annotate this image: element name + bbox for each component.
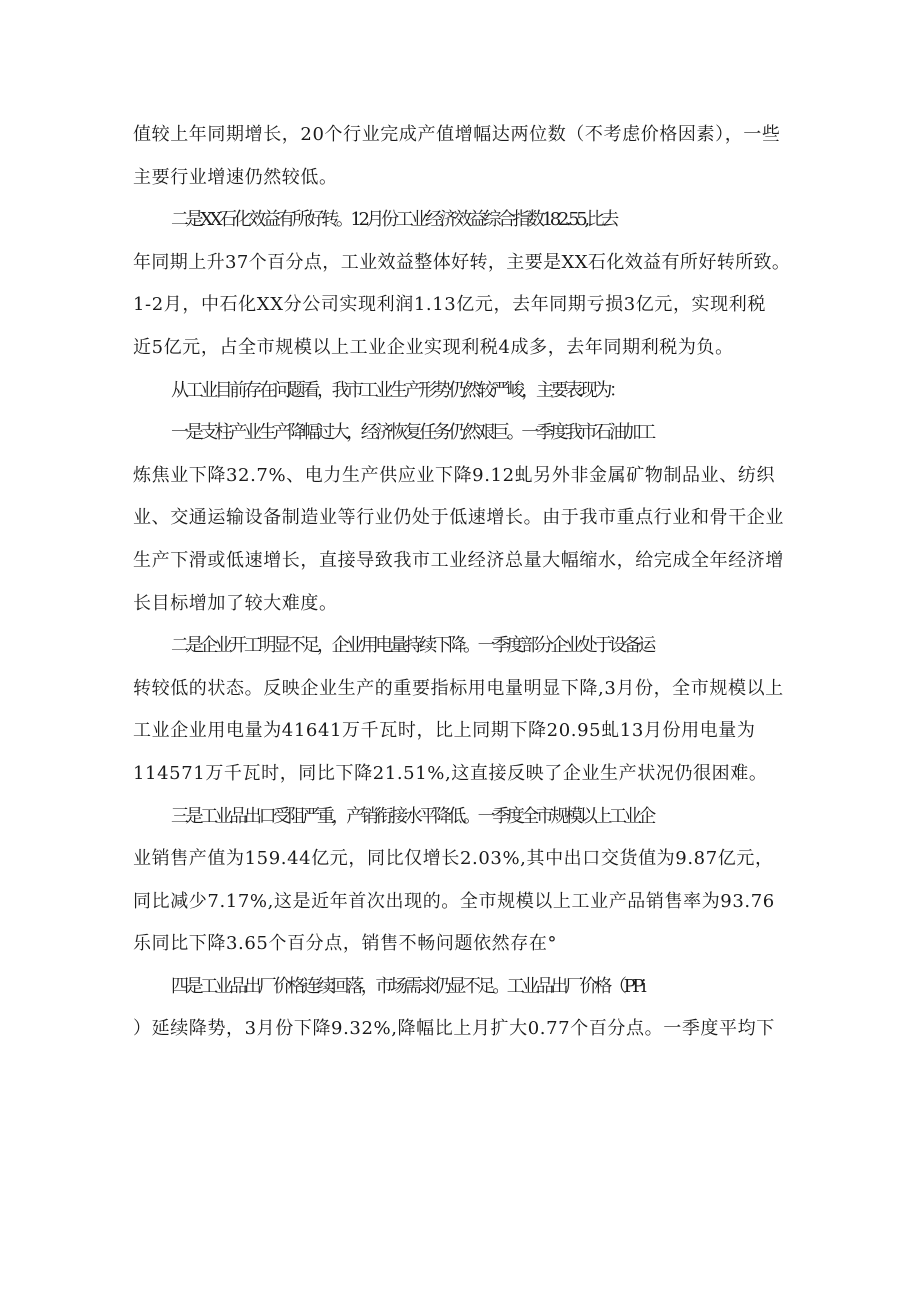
text-line: 三是工业品出口受阻严重，产销衔接水平降低。一季度全市规模以上工业企 bbox=[171, 805, 653, 827]
text-line: 二是企业开工明显不足，企业用电量持续下降。一季度部分企业处于设备运 bbox=[171, 635, 653, 657]
text-line: ）延续降势，3月份下降9.32%,降幅比上月扩大0.77个百分点。一季度平均下 bbox=[133, 1018, 775, 1040]
text-line: 业销售产值为159.44亿元，同比仅增长2.03%,其中出口交货值为9.87亿元， bbox=[133, 848, 774, 870]
text-line: 四是工业品出厂价格连续回落，市场需求仍显不足。工业品出厂价格（PPi bbox=[171, 975, 644, 997]
text-line: 长目标增加了较大难度。 bbox=[133, 592, 338, 614]
text-line: 主要行业增速仍然较低。 bbox=[133, 166, 338, 188]
paragraph bbox=[133, 796, 793, 966]
text-line: 近5亿元，占全市规模以上工业企业实现利税4成多，去年同期利税为负。 bbox=[133, 336, 734, 358]
text-line: 业、交通运输设备制造业等行业仍处于低速增长。由于我市重点行业和骨干企业 bbox=[133, 507, 784, 529]
text-line: 工业企业用电量为41641万千瓦时，比上同期下降20.95虬13月份用电量为 bbox=[133, 720, 756, 742]
text-line: 同比减少7.17%,这是近年首次出现的。全市规模以上工业产品销售率为93.76 bbox=[133, 890, 775, 912]
paragraph bbox=[133, 114, 793, 199]
text-line: 值较上年同期增长，20个行业完成产值增幅达两位数（不考虑价格因素），一些 bbox=[133, 124, 781, 145]
text-line: 1-2月，中石化XX分公司实现利润1.13亿元，去年同期亏损3亿元，实现利税 bbox=[133, 294, 766, 316]
text-line: 年同期上升37个百分点，工业效益整体好转，主要是XX石化效益有所好转所致。 bbox=[133, 251, 791, 273]
text-line: 乐同比下降3.65个百分点，销售不畅问题依然存在° bbox=[133, 933, 558, 955]
text-line: 从工业目前存在问题看，我市工业生产形势仍然较严峻，主要表现为： bbox=[171, 379, 624, 401]
paragraph bbox=[133, 625, 793, 795]
paragraph bbox=[133, 370, 793, 413]
paragraph bbox=[133, 199, 793, 369]
document-body bbox=[133, 114, 793, 1051]
text-line: 生产下滑或低速增长，直接导致我市工业经济总量大幅缩水，给完成全年经济增 bbox=[133, 549, 784, 571]
text-line: 炼焦业下降32.7%、电力生产供应业下降9.12虬另外非金属矿物制品业、纺织 bbox=[133, 464, 776, 486]
text-line: 转较低的状态。反映企业生产的重要指标用电量明显下降,3月份，全市规模以上 bbox=[133, 677, 784, 699]
text-line: 114571万千瓦时，同比下降21.51%,这直接反映了企业生产状况仍很困难。 bbox=[133, 762, 768, 784]
paragraph bbox=[133, 966, 793, 1051]
paragraph bbox=[133, 412, 793, 625]
text-line: 二是XX石化效益有所好转。12月份工业经济效益综合指数182.55,比去 bbox=[171, 209, 616, 231]
text-line: 一是支柱产业生产降幅过大，经济恢复任务仍然艰巨。一季度我市石油加工 bbox=[171, 422, 653, 444]
